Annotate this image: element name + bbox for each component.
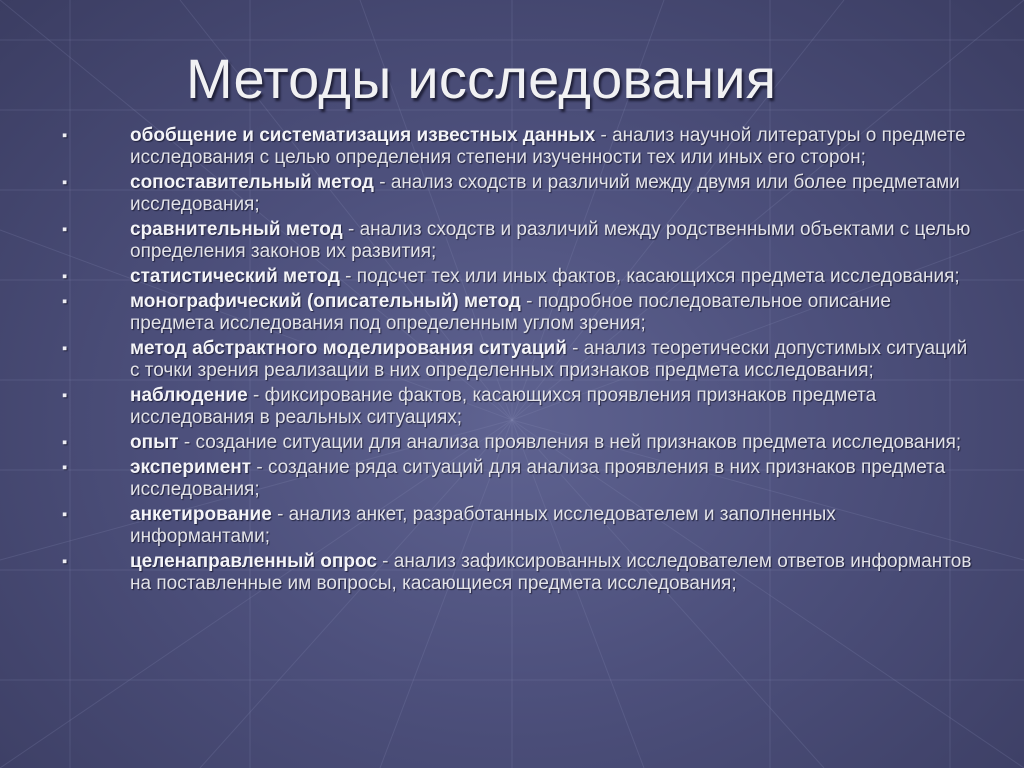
method-description: - подсчет тех или иных фактов, касающихся предмета исследования; — [339, 266, 960, 287]
method-description: - анализ научной литературы о предмете исследования с целью определения степени изученности тех или иных его сторон; — [130, 125, 966, 168]
square-bullet-icon: ▪ — [62, 340, 68, 357]
method-term: целенаправленный опрос — [130, 551, 377, 572]
list-item — [60, 291, 980, 335]
square-bullet-icon: ▪ — [62, 506, 68, 523]
square-bullet-icon: ▪ — [62, 174, 68, 191]
method-description: - анализ сходств и различий между родственными объектами с целью определения законов их развития; — [130, 219, 971, 262]
square-bullet-icon: ▪ — [62, 268, 68, 285]
method-description: - создание ряда ситуаций для анализа проявления в них признаков предмета исследования; — [130, 457, 946, 500]
list-item — [60, 385, 980, 429]
method-description: - анализ анкет, разработанных исследователем и заполненных информантами; — [130, 504, 836, 547]
method-description: - анализ сходств и различий между двумя или более предметами исследования; — [130, 172, 960, 215]
method-term: эксперимент — [130, 457, 252, 478]
square-bullet-icon: ▪ — [62, 127, 68, 144]
method-description: - анализ зафиксированных исследователем ответов информантов на поставленные им вопросы, касающиеся предмета исследования; — [130, 551, 972, 594]
list-item — [60, 266, 980, 288]
square-bullet-icon: ▪ — [62, 553, 68, 570]
method-description: - подробное последовательное описание предмета исследования под определенным углом зрения; — [130, 291, 891, 334]
method-term: метод абстрактного моделирования ситуаций — [130, 338, 567, 359]
method-term: анкетирование — [130, 504, 272, 525]
square-bullet-icon: ▪ — [62, 459, 68, 476]
method-description: - анализ теоретически допустимых ситуаций с точки зрения реализации в них определенных признаков предмета исследования; — [130, 338, 968, 381]
method-term: монографический (описательный) метод — [130, 291, 521, 312]
list-item — [60, 432, 980, 454]
list-item — [60, 172, 980, 216]
square-bullet-icon: ▪ — [62, 221, 68, 238]
square-bullet-icon: ▪ — [62, 387, 68, 404]
square-bullet-icon: ▪ — [62, 434, 68, 451]
list-item — [60, 219, 980, 263]
method-term: сопоставительный метод — [130, 172, 374, 193]
list-item — [60, 457, 980, 501]
method-term: статистический метод — [130, 266, 340, 287]
method-term: опыт — [130, 432, 179, 453]
methods-list — [60, 125, 980, 598]
slide-title: Методы исследования — [186, 47, 777, 110]
list-item — [60, 551, 980, 595]
method-term: обобщение и систематизация известных данных — [130, 125, 596, 146]
list-item — [60, 338, 980, 382]
square-bullet-icon: ▪ — [62, 293, 68, 310]
list-item — [60, 125, 980, 169]
method-term: наблюдение — [130, 385, 248, 406]
method-term: сравнительный метод — [130, 219, 343, 240]
list-item — [60, 504, 980, 548]
method-description: - фиксирование фактов, касающихся проявления признаков предмета исследования в реальных ситуациях; — [130, 385, 877, 428]
method-description: - создание ситуации для анализа проявления в ней признаков предмета исследования; — [178, 432, 962, 453]
